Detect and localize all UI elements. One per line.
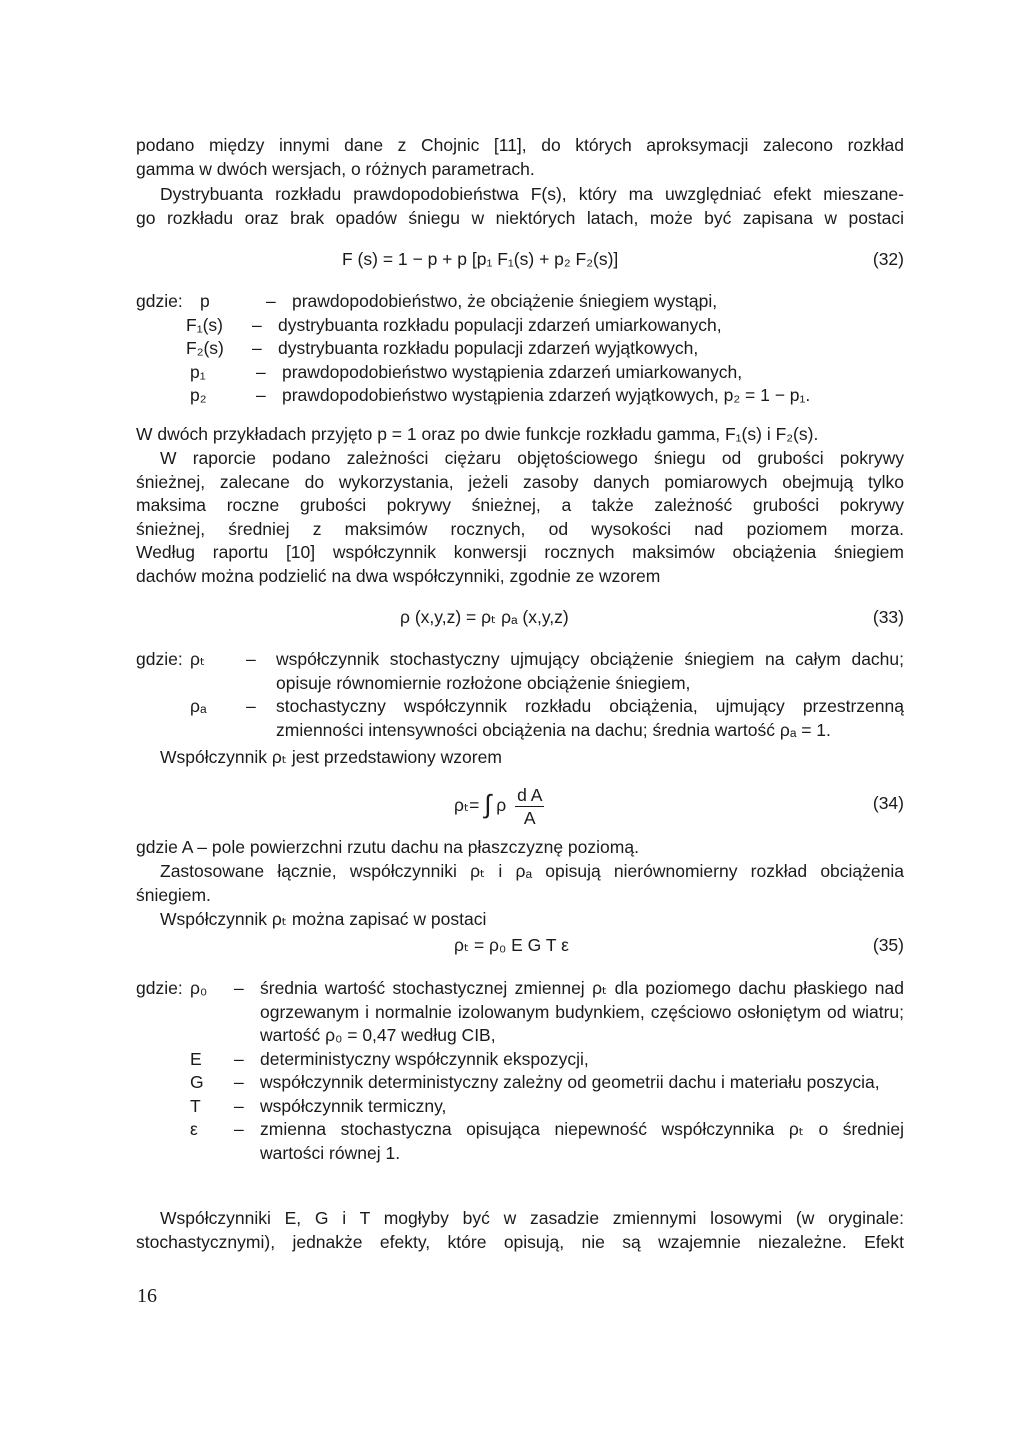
equation-33 [136,606,904,632]
text-line: Zastosowane łącznie, współczynniki ρₜ i ρₐ opisują nierównomierny rozkład obciążenia [160,861,904,881]
text-line: gdzie A – pole powierzchni rzutu dachu na płaszczyznę poziomą. [136,837,639,857]
definition-row: E – deterministyczny współczynnik ekspozycji, [136,1048,904,1072]
definition-row: G – współczynnik deterministyczny zależny od geometrii dachu i materiału poszycia, [136,1071,904,1095]
text-line: W raporcie podano zależności ciężaru objętościowego śniegu od grubości pokrywy [160,448,904,468]
definition-row: gdzie: ρₜ – współczynnik stochastyczny ujmujący obciążenie śniegiem na całym dachu; opisuje równomiernie rozłożone obciążenie śniegiem, [136,648,904,695]
rho-symbol: ρ [496,795,507,816]
definition-text: stochastyczny współczynnik rozkładu obciążenia, ujmujący przestrzenną zmienności intensywności obciążenia na dachu; średnia wartość ρₐ = 1. [276,696,904,740]
fraction-denominator: A [523,808,536,828]
combined-paragraph [136,860,904,907]
equation-34 [136,774,904,828]
definition-symbol: F₁(s) [186,314,223,335]
notation-line [136,908,904,932]
definition-row: F₁(s) – dystrybuanta rozkładu populacji zdarzeń umiarkowanych, [136,314,904,338]
definition-symbol: ε [190,1119,198,1139]
definition-text: prawdopodobieństwo, że obciążenie śniegiem wystąpi, [292,291,718,311]
equation-35 [136,934,904,960]
equation-lhs: ρₜ= [454,795,480,816]
definition-row: p₁ – prawdopodobieństwo wystąpienia zdarzeń umiarkowanych, [136,361,904,385]
text-line: śnieżnej, zalecane do wykorzystania, jeżeli zasoby danych pomiarowych obejmują tylko [136,471,904,492]
definition-text: współczynnik deterministyczny zależny od geometrii dachu i materiału poszycia, [260,1072,880,1092]
equation-32 [136,248,904,274]
definition-text: prawdopodobieństwo wystąpienia zdarzeń wyjątkowych, p₂ = 1 − p₁. [282,385,811,405]
definition-symbol: G [190,1072,204,1092]
text-line: Współczynniki E, G i T mogłyby być w zasadzie zmiennymi losowymi (w oryginale: [160,1208,904,1228]
definition-symbol: ρ₀ [190,978,208,998]
equation-number: (33) [872,607,904,627]
text-line: podano między innymi dane z Chojnic [11], do których aproksymacji zalecono rozkład [136,135,904,155]
text-line: maksima roczne grubości pokrywy śnieżnej, a także zależność grubości pokrywy [136,495,904,515]
definition-row: gdzie: ρ₀ – średnia wartość stochastycznej zmiennej ρₜ dla poziomego dachu płaskiego nad ogrzewanym i normalnie izolowanym budynkiem, częściowo osłoniętym od wiatru; wartość ρ₀ = 0,47 według CIB, [136,977,904,1048]
definition-text: dystrybuanta rozkładu populacji zdarzeń wyjątkowych, [278,338,699,358]
definition-text: średnia wartość stochastycznej zmiennej ρₜ dla poziomego dachu płaskiego nad ogrzewanym i normalnie izolowanym budynkiem, częściowo osłoniętym od wiatru; wartość ρ₀ = 0,47 według CIB, [260,978,904,1045]
equation-number: (34) [872,793,904,813]
definition-symbol: p₁ [190,361,206,382]
definition-text: prawdopodobieństwo wystąpienia zdarzeń umiarkowanych, [282,361,743,382]
definition-text: deterministyczny współczynnik ekspozycji, [260,1048,589,1069]
report-paragraph [136,447,904,588]
final-paragraph [136,1207,904,1254]
examples-line [136,423,904,447]
equation-formula: ρ (x,y,z) = ρₜ ρₐ (x,y,z) [400,607,569,627]
text-line: Dystrybuanta rozkładu prawdopodobieństwa F(s), który ma uwzględniać efekt mieszane- [160,184,904,204]
text-line: Współczynnik ρₜ jest przedstawiony wzorem [160,747,502,767]
definition-symbol: ρₜ [190,649,206,669]
gdzie-label: gdzie: [136,978,183,998]
fraction [515,784,544,829]
page-number: 16 [137,1285,157,1307]
fraction-numerator: d A [517,785,543,805]
text-line: Według raportu [10] współczynnik konwersji rocznych maksimów obciążenia śniegiem [136,542,904,562]
definition-row: ε – zmienna stochastyczna opisująca niepewność współczynnika ρₜ o średniej wartości równej 1. [136,1118,904,1165]
definition-row: ρₐ – stochastyczny współczynnik rozkładu obciążenia, ujmujący przestrzenną zmienności intensywności obciążenia na dachu; średnia wartość ρₐ = 1. [136,695,904,742]
equation-number: (32) [872,249,904,269]
definition-symbol: T [190,1095,201,1116]
text-line: stochastycznymi), jednakże efekty, które opisują, nie są wzajemnie niezależne. Efekt [136,1231,904,1252]
integral-sign: ∫ [484,789,492,820]
definition-row: p₂ – prawdopodobieństwo wystąpienia zdarzeń wyjątkowych, p₂ = 1 − p₁. [136,384,904,408]
text-line: gamma w dwóch wersjach, o różnych parametrach. [136,158,535,179]
intro-paragraph [136,134,904,181]
definition-row: F₂(s) – dystrybuanta rozkładu populacji zdarzeń wyjątkowych, [136,337,904,361]
text-line: go rozkładu oraz brak opadów śniegu w niektórych latach, może być zapisana w postaci [136,207,904,228]
gdzie-label: gdzie: [136,291,183,311]
text-line: śniegiem. [136,884,211,905]
definition-symbol: p [200,291,210,311]
definitions-32 [136,290,904,408]
definition-row: gdzie: p – prawdopodobieństwo, że obciążenie śniegiem wystąpi, [136,290,904,314]
equation-formula: ρₜ = ρ₀ E G T ε [454,935,569,955]
definitions-35 [136,977,904,1165]
rho-t-line [136,746,904,770]
definition-symbol: p₂ [190,385,207,405]
text-line: dachów można podzielić na dwa współczynniki, zgodnie ze wzorem [136,565,661,586]
definition-symbol: E [190,1048,202,1069]
definitions-33 [136,648,904,742]
text-line: W dwóch przykładach przyjęto p = 1 oraz po dwie funkcje rozkładu gamma, F₁(s) i F₂(s). [136,424,819,444]
text-line: Współczynnik ρₜ można zapisać w postaci [160,909,487,929]
equation-number: (35) [872,935,904,955]
equation-formula: F (s) = 1 − p + p [p₁ F₁(s) + p₂ F₂(s)] [342,249,619,269]
distribution-paragraph [136,183,904,230]
definition-text: dystrybuanta rozkładu populacji zdarzeń umiarkowanych, [278,314,722,335]
definition-symbol: F₂(s) [186,338,224,358]
definition-symbol: ρₐ [190,696,207,716]
equation-formula [454,784,544,829]
text-line: śnieżnej, średniej z maksimów rocznych, od wysokości nad poziomem morza. [136,518,904,539]
gdzie-label: gdzie: [136,649,183,669]
definition-text: współczynnik termiczny, [260,1095,447,1116]
definition-text: współczynnik stochastyczny ujmujący obciążenie śniegiem na całym dachu; opisuje równomiernie rozłożone obciążenie śniegiem, [276,649,904,693]
definition-text: zmienna stochastyczna opisująca niepewność współczynnika ρₜ o średniej wartości równej 1. [260,1119,904,1163]
definition-row: T – współczynnik termiczny, [136,1095,904,1119]
area-definition-line [136,836,904,860]
